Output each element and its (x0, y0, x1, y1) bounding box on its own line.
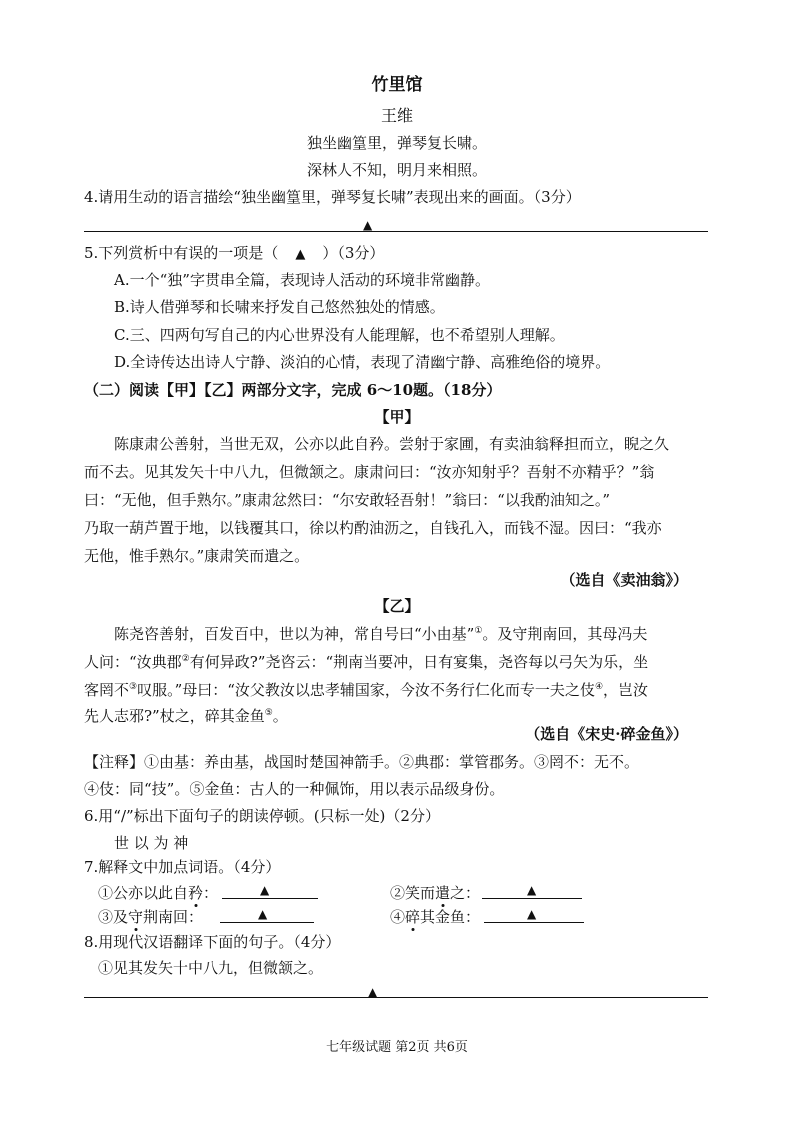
answer-mark: ▲ (527, 883, 537, 897)
question-6: 6.用“/”标出下面句子的朗读停顿。(只标一处)（2分） (84, 807, 440, 825)
yi-line-3 (84, 680, 648, 700)
answer-line-q7-2[interactable] (482, 898, 582, 899)
question-8: 8.用现代汉语翻译下面的句子。（4分） (84, 933, 341, 951)
q7-text: 之： (450, 884, 481, 902)
option-b: B.诗人借弹琴和长啸来抒发自己悠然独处的情感。 (114, 298, 445, 316)
dotted-word: 碎 (405, 908, 421, 926)
footnote-ref: ⑤ (264, 708, 273, 718)
q7-text: 其金鱼： (420, 908, 481, 926)
answer-line-q7-1[interactable] (222, 898, 318, 899)
yi-text: 。及守荆南回，其母冯夫 (482, 625, 648, 643)
jia-line-3: 曰：“无他，但手熟尔。”康肃忿然曰：“尔安敢轻吾射！”翁曰：“以我酌油知之。” (84, 491, 611, 509)
q7-item-1 (98, 883, 218, 903)
answer-mark[interactable]: ▲ (295, 247, 306, 262)
jia-line-2: 而不去。见其发矢十中八九，但微颔之。康肃问曰：“汝亦知射乎？吾射不亦精乎？”翁 (84, 463, 655, 481)
footnote-ref: ② (181, 654, 190, 664)
poem-author: 王维 (380, 106, 413, 125)
answer-mark: ▲ (527, 907, 537, 921)
jia-line-1: 陈康肃公善射，当世无双，公亦以此自矜。尝射于家圃，有卖油翁释担而立，睨之久 (114, 435, 670, 453)
poem-title: 竹里馆 (371, 75, 423, 95)
jia-line-4: 乃取一葫芦置于地，以钱覆其口，徐以杓酌油沥之，自钱孔入，而钱不湿。因曰：“我亦 (84, 519, 662, 537)
jia-line-5: 无他，惟手熟尔。”康肃笑而遣之。 (84, 547, 310, 565)
q6-sentence[interactable]: 世 以 为 神 (114, 834, 189, 852)
poem-line-2: 深林人不知，明月来相照。 (306, 161, 487, 179)
yi-text: 有何异政?”尧咨云：“荆南当要冲，日有宴集，尧咨每以弓矢为乐，坐 (189, 653, 649, 671)
q7-text: ③及 (98, 908, 129, 926)
dotted-word: 遣 (435, 884, 451, 902)
footnote-ref: ④ (594, 682, 604, 692)
q7-text: 荆南回： (143, 908, 204, 926)
option-d: D.全诗传达出诗人宁静、淡泊的心情，表现了清幽宁静、高雅绝俗的境界。 (114, 353, 611, 371)
answer-line-q7-4[interactable] (484, 922, 584, 923)
notes-line-1: 【注释】①由基：养由基，战国时楚国神箭手。②典郡：掌管郡务。③罔不：无不。 (84, 753, 640, 771)
yi-text: 客罔不 (84, 681, 130, 699)
yi-title: 【乙】 (374, 597, 420, 615)
q7-text: ②笑而 (390, 884, 436, 902)
answer-line-q7-3[interactable] (220, 922, 314, 923)
option-a: A.一个“独”字贯串全篇，表现诗人活动的环境非常幽静。 (114, 271, 490, 289)
poem-line-1: 独坐幽篁里，弹琴复长啸。 (306, 134, 487, 152)
dotted-word: 矜 (188, 884, 204, 902)
yi-line-4 (84, 706, 288, 726)
footnote-ref: ③ (129, 682, 138, 692)
q7-text: ④ (390, 908, 406, 926)
question-4: 4.请用生动的语言描绘“独坐幽篁里，弹琴复长啸”表现出来的画面。（3分） (84, 188, 581, 206)
answer-line-q8[interactable] (84, 997, 708, 998)
yi-text: 陈尧咨善射，百发百中，世以为神，常自号曰“小由基” (114, 625, 475, 643)
yi-line-1 (114, 624, 647, 644)
q5-stem-start: 5.下列赏析中有误的一项是（ (84, 244, 279, 262)
option-c: C.三、四两句写自己的内心世界没有人能理解，也不希望别人理解。 (114, 326, 565, 344)
yi-line-2 (84, 652, 648, 672)
q7-item-2 (390, 883, 480, 903)
yi-text: 叹服。”母曰：“汝父教汝以忠孝辅国家，今汝不务行仁化而专一夫之伎 (137, 681, 595, 699)
q7-item-3 (98, 907, 203, 927)
notes-line-2: ④伎：同“技”。⑤金鱼：古人的一种佩饰，用以表示品级身份。 (84, 780, 505, 798)
question-7: 7.解释文中加点词语。（4分） (84, 858, 281, 876)
answer-mark: ▲ (260, 883, 270, 897)
yi-text: ，岂汝 (603, 681, 649, 699)
question-5 (84, 243, 384, 265)
dotted-word: 守 (128, 908, 144, 926)
yi-text: 先人志邪?”杖之，碎其金鱼 (84, 707, 265, 725)
q7-text: ①公亦以此自 (98, 884, 189, 902)
page-footer: 七年级试题 第2页 共6页 (326, 1040, 468, 1055)
jia-title: 【甲】 (374, 408, 420, 426)
yi-text: 人问：“汝典郡 (84, 653, 182, 671)
q7-text: ： (203, 884, 219, 902)
q5-stem-end: ）（3分） (322, 244, 385, 262)
answer-mark: ▲ (368, 985, 378, 999)
section-2-heading: （二）阅读【甲】【乙】两部分文字，完成 6～10题。（18分） (84, 381, 502, 399)
q7-item-4 (390, 907, 480, 927)
q8-item-1: ①见其发矢十中八九，但微颔之。 (98, 959, 324, 977)
yi-source: （选自《宋史·碎金鱼》） (525, 725, 688, 743)
answer-mark: ▲ (258, 907, 268, 921)
jia-source: （选自《卖油翁》） (560, 571, 688, 589)
answer-line-q4[interactable] (84, 231, 708, 232)
answer-mark: ▲ (363, 218, 373, 232)
footnote-ref: ① (474, 626, 483, 636)
yi-text: 。 (272, 707, 288, 725)
